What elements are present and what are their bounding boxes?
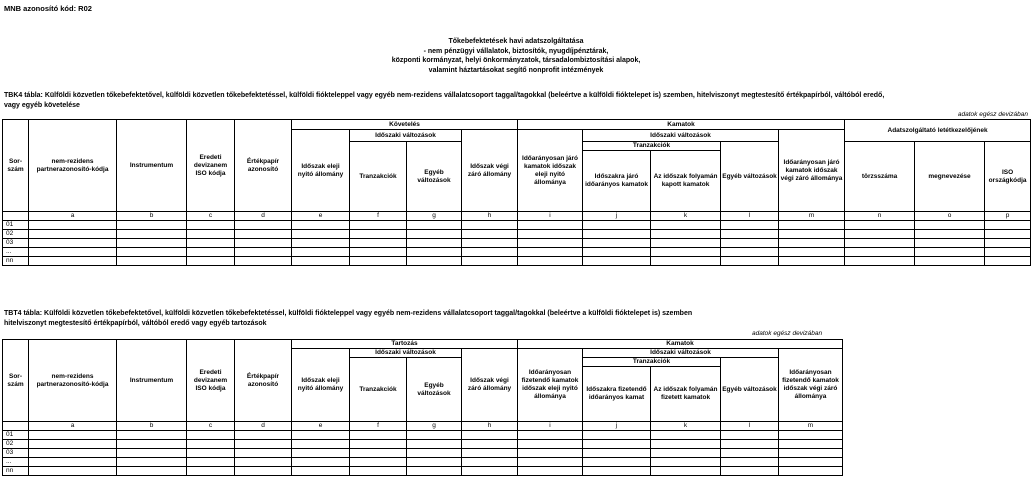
tbt4-unit: adatok egész devizában: [752, 330, 823, 337]
col-letter: d: [235, 422, 292, 431]
col-letter: a: [29, 422, 117, 431]
col-jaro-kamatok: Időszakra járó időarányos kamatok: [583, 151, 651, 212]
col-egyeb-valtozasok-kamat: Egyéb változások: [721, 358, 779, 422]
table-row: [3, 458, 843, 467]
group-kamatok: Kamatok: [518, 120, 845, 130]
col-letter: [3, 212, 29, 221]
col-megnevezese: megnevezése: [915, 142, 985, 212]
col-letter: c: [187, 212, 235, 221]
col-letter: o: [915, 212, 985, 221]
col-ertekpapir: Értékpapír azonosító: [235, 340, 292, 422]
col-ertekpapir: Értékpapír azonosító: [235, 120, 292, 212]
tbt4-caption: [4, 309, 692, 329]
table-row: [3, 239, 1031, 248]
row-number: 01: [3, 221, 29, 230]
col-ia-zaro: Időarányosan járó kamatok időszak végi záró állománya: [779, 130, 845, 212]
group-letet: Adatszolgáltató letétkezelőjének: [845, 120, 1031, 142]
col-idoszak-eleji: Időszak eleji nyitó állomány: [292, 349, 350, 422]
col-tranzakciok: Tranzakciók: [350, 358, 407, 422]
col-deviza: Eredeti devizanem ISO kódja: [187, 120, 235, 212]
col-iso-orszagkod: ISO országkódja: [985, 142, 1031, 212]
col-letter: l: [721, 422, 779, 431]
group-tartozas: Tartozás: [292, 340, 518, 349]
row-number: nn: [3, 467, 29, 476]
col-egyeb-valtozasok: Egyéb változások: [407, 358, 462, 422]
row-number: nn: [3, 257, 29, 266]
col-sorszam: Sor-szám: [3, 120, 29, 212]
col-tranzakciok: Tranzakciók: [350, 142, 407, 212]
table-row: [3, 449, 843, 458]
col-ia-zaro: Időarányosan fizetendő kamatok időszak végi záró állománya: [779, 349, 843, 422]
col-torzsszama: törzsszáma: [845, 142, 915, 212]
group-tranzakciok-kamat: Tranzakciók: [583, 358, 721, 367]
col-deviza: Eredeti devizanem ISO kódja: [187, 340, 235, 422]
table-row: [3, 431, 843, 440]
col-idoszak-eleji: Időszak eleji nyitó állomány: [292, 130, 350, 212]
group-idoszaki-valtozasok-kamat: Időszaki változások: [583, 349, 779, 358]
table-row: [3, 440, 843, 449]
col-letter: i: [518, 422, 583, 431]
row-number: ...: [3, 248, 29, 257]
group-koveteles: Követelés: [292, 120, 518, 130]
row-number: 02: [3, 440, 29, 449]
group-idoszaki-valtozasok: Időszaki változások: [350, 349, 462, 358]
form-code: MNB azonosító kód: R02: [4, 4, 92, 13]
table-row: [3, 230, 1031, 239]
table-row: [3, 221, 1031, 230]
tbk4-unit: adatok egész devizában: [957, 111, 1028, 118]
group-idoszaki-valtozasok: Időszaki változások: [350, 130, 462, 142]
col-ia-nyito: Időarányosan fizetendő kamatok időszak eleji nyitó állománya: [518, 349, 583, 422]
col-sorszam: Sor-szám: [3, 340, 29, 422]
group-kamatok: Kamatok: [518, 340, 843, 349]
row-number: 03: [3, 239, 29, 248]
col-letter: j: [583, 212, 651, 221]
table-row: [3, 467, 843, 476]
row-number: 01: [3, 431, 29, 440]
col-letter: p: [985, 212, 1031, 221]
col-idoszak-vegi: Időszak végi záró állomány: [462, 349, 518, 422]
col-letter: b: [117, 212, 187, 221]
col-letter: j: [583, 422, 651, 431]
col-letter: g: [407, 212, 462, 221]
col-partner: nem-rezidens partnerazonosító-kódja: [29, 120, 117, 212]
group-idoszaki-valtozasok-kamat: Időszaki változások: [583, 130, 779, 142]
col-letter: f: [350, 212, 407, 221]
col-letter: e: [292, 212, 350, 221]
col-partner: nem-rezidens partnerazonosító-kódja: [29, 340, 117, 422]
col-egyeb-valtozasok: Egyéb változások: [407, 142, 462, 212]
row-number: 03: [3, 449, 29, 458]
col-letter: i: [518, 212, 583, 221]
col-letter: [3, 422, 29, 431]
group-tranzakciok-kamat: Tranzakciók: [583, 142, 721, 151]
col-letter: d: [235, 212, 292, 221]
col-kapott-kamatok: Az időszak folyamán kapott kamatok: [651, 151, 721, 212]
tbt4-table: [2, 339, 843, 476]
col-letter: k: [651, 212, 721, 221]
heading-line: központi kormányzat, helyi önkormányzatok, társadalombiztosítási alapok,: [391, 57, 641, 64]
col-letter: l: [721, 212, 779, 221]
caption-line: hitelviszonyt megtestesítő értékpapírból, váltóból eredő vagy egyéb tartozások: [4, 320, 267, 327]
col-letter: b: [117, 422, 187, 431]
col-letter: e: [292, 422, 350, 431]
table-row: [3, 248, 1031, 257]
heading-line: Tőkebefektetések havi adatszolgáltatása: [448, 38, 584, 45]
tbk4-caption: [4, 91, 884, 111]
caption-line: vagy egyéb követelése: [4, 102, 80, 109]
form-heading: [0, 37, 1032, 75]
col-instrumentum: Instrumentum: [117, 340, 187, 422]
caption-line: TBK4 tábla: Külföldi közvetlen tőkebefektetővel, külföldi közvetlen tőkebefektetéssel, külföldi fiókteleppel vagy egyéb nem-rezidens vállalatcsoport taggal/tagokkal (beleértve a külföldi fióktelepet is) szemben, hitelviszonyt megtestesítő értékpapírból, váltóból eredő,: [4, 92, 885, 99]
col-letter: h: [462, 212, 518, 221]
tbk4-table: [2, 119, 1031, 266]
row-number: ...: [3, 458, 29, 467]
col-egyeb-valtozasok-kamat: Egyéb változások: [721, 142, 779, 212]
heading-line: - nem pénzügyi vállalatok, biztosítók, nyugdíjpénztárak,: [423, 47, 609, 55]
col-letter: g: [407, 422, 462, 431]
col-fizetendo-kamat: Időszakra fizetendő időarányos kamat: [583, 367, 651, 422]
col-letter: a: [29, 212, 117, 221]
heading-line: valamint háztartásokat segítő nonprofit intézmények: [428, 66, 604, 74]
caption-line: TBT4 tábla: Külföldi közvetlen tőkebefektetővel, külföldi közvetlen tőkebefektetéssel, külföldi fiókteleppel vagy egyéb nem-rezidens vállalatcsoport taggal/tagokkal (beleértve a külföldi fióktelepet is) szemben: [4, 310, 693, 317]
col-letter: m: [779, 422, 843, 431]
col-ia-nyito: Időarányosan járó kamatok időszak eleji nyitó állománya: [518, 130, 583, 212]
col-letter: c: [187, 422, 235, 431]
table-row: [3, 257, 1031, 266]
row-number: 02: [3, 230, 29, 239]
col-letter: h: [462, 422, 518, 431]
col-idoszak-vegi: Időszak végi záró állomány: [462, 130, 518, 212]
col-letter: k: [651, 422, 721, 431]
col-instrumentum: Instrumentum: [117, 120, 187, 212]
col-letter: n: [845, 212, 915, 221]
col-letter: m: [779, 212, 845, 221]
col-fizetett-kamatok: Az időszak folyamán fizetett kamatok: [651, 367, 721, 422]
col-letter: f: [350, 422, 407, 431]
